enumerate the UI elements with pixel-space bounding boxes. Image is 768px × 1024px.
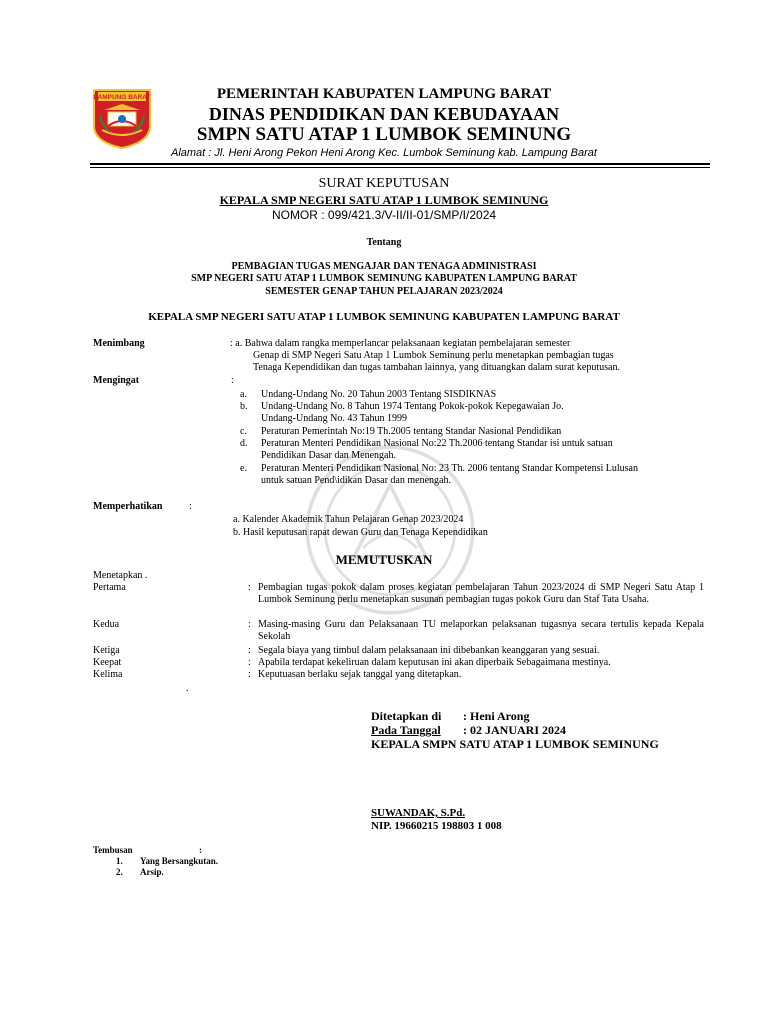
- keempat-colon: :: [248, 657, 251, 668]
- subject-line3: SEMESTER GENAP TAHUN PELAJARAN 2023/2024: [265, 286, 503, 297]
- kepala-heading: KEPALA SMP NEGERI SATU ATAP 1 LUMBOK SEMINUNG KABUPATEN LAMPUNG BARAT: [148, 311, 620, 323]
- document-subtitle: KEPALA SMP NEGERI SATU ATAP 1 LUMBOK SEMINUNG: [219, 193, 549, 207]
- pertama-label: Pertama: [93, 582, 126, 593]
- mengingat-item-text: Peraturan Menteri Pendidikan Nasional No: 23 Th. 2006 tentang Standar Kompetensi Lulusan: [261, 463, 638, 474]
- menetapkan-label: Menetapkan .: [93, 570, 148, 581]
- header-line3: SMPN SATU ATAP 1 LUMBOK SEMINUNG: [196, 124, 572, 145]
- signature-position: KEPALA SMPN SATU ATAP 1 LUMBOK SEMINUNG: [371, 737, 659, 751]
- menimbang-line1: : a. Bahwa dalam rangka memperlancar pelaksanaan kegiatan pembelajaran semester: [230, 338, 571, 349]
- memperhatikan-line2: b. Hasil keputusan rapat dewan Guru dan Tenaga Kependidikan: [233, 527, 488, 538]
- mengingat-item-text: Peraturan Menteri Pendidikan Nasional No:22 Th.2006 tentang Standar isi untuk satuan: [261, 438, 613, 449]
- header-rule-thick: [90, 163, 710, 165]
- keempat-label: Keepat: [93, 657, 122, 668]
- kelima-label: Kelima: [93, 669, 123, 680]
- signature-name: SUWANDAK, S.Pd.: [371, 807, 466, 819]
- kedua-colon: :: [248, 619, 251, 630]
- tembusan-item-text: Yang Bersangkutan.: [140, 856, 219, 866]
- mengingat-item-text: Undang-Undang No. 8 Tahun 1974 Tentang Pokok-pokok Kepegawaian Jo.: [261, 401, 564, 412]
- ditetapkan-label: Ditetapkan di: [371, 709, 442, 723]
- kedua-text: Masing-masing Guru dan Pelaksanaan TU melaporkan pelaksanan tugasnya secara tertulis kepada Kepala Sekolah: [258, 619, 704, 643]
- mengingat-item-mark: b.: [240, 401, 248, 412]
- logo-text: LAMPUNG BARAT: [93, 94, 151, 101]
- mengingat-item-text: Undang-Undang No. 43 Tahun 1999: [261, 413, 408, 424]
- menimbang-line3: Tenaga Kependidikan dan tugas tambahan lainnya, yang dituangkan dalam surat keputusan.: [253, 362, 620, 373]
- document-title: SURAT KEPUTUSAN: [318, 176, 450, 191]
- kelima-text: Keputuasan berlaku sejak tanggal yang ditetapkan.: [258, 669, 462, 680]
- mengingat-item-text: Peraturan Pemerintah No:19 Th.2005 tentang Standar Nasional Pendidikan: [261, 426, 562, 437]
- subject-line2: SMP NEGERI SATU ATAP 1 LUMBOK SEMINUNG KABUPATEN LAMPUNG BARAT: [191, 273, 577, 284]
- subject-line1: PEMBAGIAN TUGAS MENGAJAR DAN TENAGA ADMINISTRASI: [231, 261, 537, 272]
- memperhatikan-colon: :: [189, 501, 192, 512]
- header-line2: DINAS PENDIDIKAN DAN KEBUDAYAAN: [208, 104, 560, 124]
- kedua-label: Kedua: [93, 619, 120, 630]
- tembusan-label: Tembusan: [93, 845, 133, 855]
- tanggal-value: : 02 JANUARI 2024: [463, 723, 566, 737]
- pertama-colon: :: [248, 582, 251, 593]
- header-address: Alamat : Jl. Heni Arong Pekon Heni Arong Kec. Lumbok Seminung kab. Lampung Barat: [171, 147, 597, 159]
- memperhatikan-label: Memperhatikan: [93, 501, 163, 512]
- ditetapkan-value: : Heni Arong: [463, 709, 530, 723]
- memperhatikan-line1: a. Kalender Akademik Tahun Pelajaran Genap 2023/2024: [233, 514, 464, 525]
- ketiga-text: Segala biaya yang timbul dalam pelaksanaan ini dibebankan keanggaran yang sesuai.: [258, 645, 600, 656]
- tanggal-label: Pada Tanggal: [371, 723, 441, 737]
- mengingat-item-mark: c.: [240, 426, 247, 437]
- tanggal-row: [371, 723, 575, 738]
- header-rule-thin: [90, 167, 710, 168]
- stray-dot: .: [186, 683, 189, 694]
- mengingat-item-mark: a.: [240, 389, 247, 400]
- menimbang-line2: Genap di SMP Negeri Satu Atap 1 Lumbok Seminung perlu menetapkan pembagian tugas: [253, 350, 614, 361]
- header-line1: PEMERINTAH KABUPATEN LAMPUNG BARAT: [216, 86, 552, 102]
- ketiga-colon: :: [248, 645, 251, 656]
- mengingat-item-mark: e.: [240, 463, 247, 474]
- pertama-text: Pembagian tugas pokok dalam proses kegiatan pembelajaran Tahun 2023/2024 di SMP Negeri Satu Atap 1 Lumbok Seminung perlu menetapkan susunan pembagian tugas pokok Guru dan Staf Tata Usaha.: [258, 582, 704, 606]
- mengingat-item-text: Pendidikan Dasar dan Menengah.: [261, 450, 396, 461]
- signature-nip: NIP. 19660215 198803 1 008: [371, 820, 502, 832]
- mengingat-label: Mengingat: [93, 375, 140, 386]
- tembusan-item-num: 2.: [116, 867, 123, 877]
- tentang-label: Tentang: [366, 237, 402, 248]
- mengingat-item-text: Undang-Undang No. 20 Tahun 2003 Tentang SISDIKNAS: [261, 389, 497, 400]
- mengingat-item-text: untuk satuan Pend\idikan Dasar dan menengah.: [261, 475, 451, 486]
- ketiga-label: Ketiga: [93, 645, 120, 656]
- keempat-text: Apabila terdapat kekeliruan dalam keputusan ini akan diperbaik Sebagaimana mestinya.: [258, 657, 611, 668]
- tembusan-colon: :: [199, 845, 202, 855]
- mengingat-item-mark: d.: [240, 438, 248, 449]
- menimbang-label: Menimbang: [93, 338, 145, 349]
- document-number: NOMOR : 099/421.3/V-II/II-01/SMP/I/2024: [271, 208, 497, 222]
- mengingat-colon: :: [231, 375, 234, 386]
- kelima-colon: :: [248, 669, 251, 680]
- tembusan-item-num: 1.: [116, 856, 123, 866]
- memutuskan-heading: MEMUTUSKAN: [335, 552, 433, 567]
- tembusan-item-text: Arsip.: [140, 867, 164, 877]
